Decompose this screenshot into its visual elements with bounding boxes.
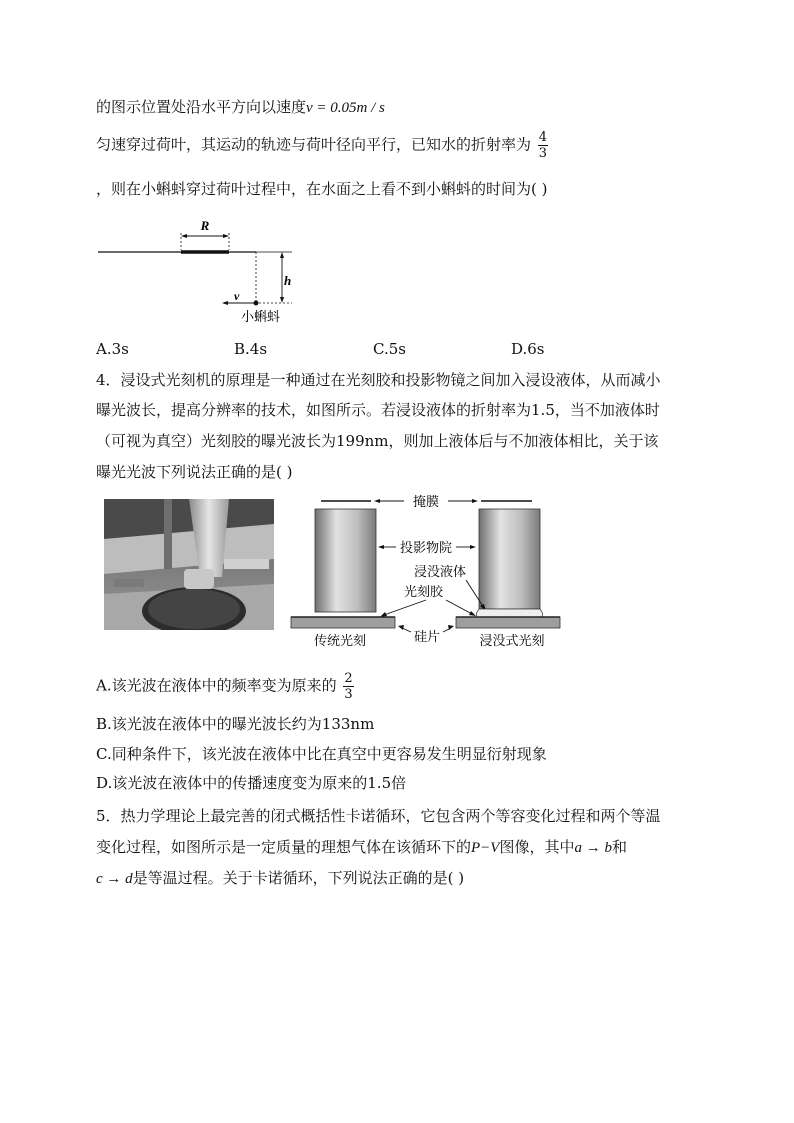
ab-process: a → b (574, 840, 612, 856)
mask-arrow-left-head (374, 499, 380, 503)
h-arrow-top (280, 252, 284, 258)
h-arrow-bottom (280, 297, 284, 303)
lens-right (479, 509, 540, 609)
label-resist: 光刻胶 (404, 585, 444, 600)
q3-option-a[interactable]: A.3s (96, 340, 129, 358)
q4-option-d[interactable]: D.该光波在液体中的传播速度变为原来的1.5倍 (96, 774, 407, 792)
lens-arrow-right-head (470, 545, 476, 549)
wafer-arrow-left-line (402, 628, 411, 632)
label-v: v (234, 289, 240, 303)
fraction-denominator: 3 (538, 146, 548, 161)
q3-option-d[interactable]: D.6s (511, 340, 545, 358)
q5-line-3 (96, 868, 464, 889)
q5-line-2 (96, 837, 627, 858)
mask-arrow-right-head (472, 499, 478, 503)
q3-option-c[interactable]: C.5s (373, 340, 406, 358)
lens-arrow-left-head (378, 545, 384, 549)
lithography-diagram (286, 490, 566, 652)
r-arrow-left (181, 234, 187, 238)
r-arrow-right (223, 234, 229, 238)
q5-line-2-end: 和 (611, 838, 627, 856)
q3-line-1-text: 的图示位置处沿水平方向以速度 (96, 98, 307, 116)
velocity-formula: v = 0.05m / s (306, 100, 385, 116)
lens-left (315, 509, 376, 612)
immersion-liquid (476, 609, 542, 617)
resist-pointer-right (446, 600, 472, 614)
q5-line-1: 5．热力学理论上最完善的闭式概括性卡诺循环，它包含两个等容变化过程和两个等温 (96, 807, 661, 825)
q3-line-2-text: 匀速穿过荷叶，其运动的轨迹与荷叶径向平行，已知水的折射率为 (96, 135, 532, 154)
q3-line-3: ，则在小蝌蚪穿过荷叶过程中，在水面之上看不到小蝌蚪的时间为( ) (96, 180, 548, 198)
q3-line-2 (96, 130, 548, 161)
q4-option-a-text: A.该光波在液体中的频率变为原来的 (96, 676, 337, 695)
wafer-right (456, 617, 560, 628)
q4-line-3: （可视为真空）光刻胶的曝光波长为199nm，则加上液体后与不加液体相比，关于该 (96, 432, 659, 450)
wafer-left (291, 617, 395, 628)
q3-line-1 (96, 97, 385, 118)
tadpole-figure (96, 215, 306, 330)
photo-drawing (104, 499, 274, 630)
tadpole-dot (254, 301, 259, 306)
resist-pointer-left (384, 600, 426, 615)
label-traditional: 传统光刻 (313, 634, 367, 649)
q4-line-1: 4．浸设式光刻机的原理是一种通过在光刻胶和投影物镜之间加入浸设液体，从而减小 (96, 371, 661, 389)
cd-process: c → d (96, 871, 133, 887)
label-immersion: 浸没式光刻 (479, 634, 545, 649)
q4-option-a[interactable] (96, 671, 354, 702)
fraction-numerator: 4 (538, 130, 548, 145)
fraction-denominator: 3 (344, 687, 353, 702)
label-wafer: 硅片 (413, 630, 441, 645)
q4-option-c[interactable]: C.同种条件下，该光波在液体中比在真空中更容易发生明显衍射现象 (96, 745, 547, 763)
q5-line-2-text: 变化过程，如图所示是一定质量的理想气体在该循环下的 (96, 838, 472, 856)
label-r: R (200, 218, 210, 233)
q3-option-b[interactable]: B.4s (234, 340, 268, 358)
q5-line-3-text: 是等温过程。关于卡诺循环，下列说法正确的是( ) (132, 869, 465, 887)
wafer-arrow-right-head (448, 625, 454, 630)
pv-formula: P−V (471, 840, 500, 856)
label-lens: 投影物院 (399, 541, 453, 556)
fraction-numerator: 2 (344, 671, 353, 686)
wafer-arrow-left-head (398, 625, 404, 630)
q5-line-2-mid: 图像，其中 (499, 838, 575, 856)
label-mask: 掩膜 (412, 495, 440, 510)
label-h: h (284, 273, 292, 288)
q4-option-b[interactable]: B.该光波在液体中的曝光波长约为133nm (96, 715, 375, 733)
resist-pointer-right-head (469, 611, 476, 616)
velocity-arrow-head (222, 301, 228, 305)
q4-line-4: 曝光光波下列说法正确的是( ) (96, 463, 293, 481)
frequency-fraction (343, 671, 353, 702)
refractive-index-fraction (538, 130, 548, 161)
q4-line-2: 曝光波长，提高分辨率的技术，如图所示。若浸设液体的折射率为1.5，当不加液体时 (96, 401, 660, 419)
label-liquid: 浸没液体 (414, 565, 467, 580)
label-tadpole: 小蝌蚪 (241, 310, 281, 325)
lithography-photo (104, 499, 274, 630)
